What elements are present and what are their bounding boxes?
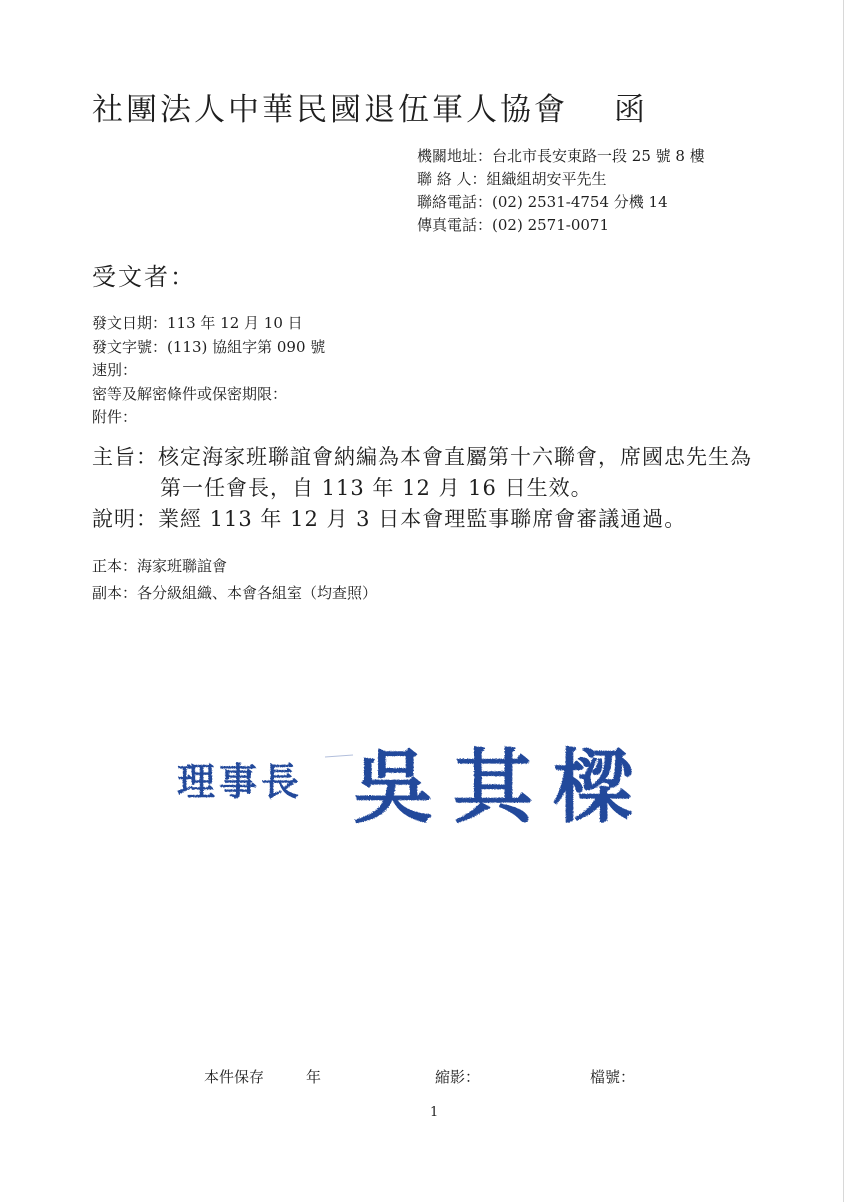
signature-stamp-graphic	[175, 745, 645, 840]
signature-ink-text	[177, 745, 645, 834]
subject-label: 主旨：	[92, 445, 158, 469]
attachment-label: 附件：	[92, 408, 138, 426]
reference-number-value: (113) 協組字第 090 號	[167, 337, 326, 356]
chairman-signature-stamp	[175, 745, 645, 840]
contact-person-label: 聯 絡 人：	[417, 170, 487, 188]
retention-label: 本件保存	[204, 1068, 265, 1086]
fax-row	[417, 214, 705, 237]
ink-mark	[325, 755, 353, 757]
file-number-label: 檔號：	[590, 1068, 636, 1086]
page-edge-line	[843, 0, 844, 1202]
original-copy-label: 正本：	[92, 557, 138, 575]
signature-title-text: 理事長	[177, 759, 304, 804]
subject-text-line1: 核定海家班聯誼會納編為本會直屬第十六聯會，席國忠先生為	[158, 445, 752, 469]
contact-block	[417, 145, 705, 237]
microfilm-label: 縮影：	[435, 1068, 481, 1086]
delivery-speed-label: 速別：	[92, 361, 138, 379]
issue-date-label: 發文日期：	[92, 314, 168, 332]
contact-person-value: 組織組胡安平先生	[486, 170, 607, 188]
organization-name: 社團法人中華民國退伍軍人協會	[92, 92, 568, 128]
subject-row	[92, 442, 752, 473]
explanation-label: 說明：	[92, 507, 158, 531]
original-copy-value: 海家班聯誼會	[137, 557, 228, 575]
issue-date-row	[92, 312, 325, 336]
distribution-block	[92, 553, 377, 607]
address-row	[417, 145, 705, 168]
recipient-label: 受文者：	[92, 263, 196, 291]
explanation-text: 業經 113 年 12 月 3 日本會理監事聯席會審議通過。	[158, 507, 687, 531]
page-number: 1	[430, 1105, 439, 1120]
duplicate-copy-label: 副本：	[92, 584, 138, 602]
original-copy-row	[92, 553, 377, 580]
contact-person-row	[417, 168, 705, 191]
explanation-row	[92, 504, 752, 535]
phone-value: (02) 2531-4754 分機 14	[492, 193, 668, 211]
document-type: 函	[614, 92, 648, 128]
phone-row	[417, 191, 705, 214]
phone-label: 聯絡電話：	[417, 193, 493, 211]
document-body	[92, 442, 752, 535]
fax-value: (02) 2571-0071	[492, 216, 609, 234]
issue-date-value: 113 年 12 月 10 日	[167, 314, 303, 332]
fax-label: 傳真電話：	[417, 216, 493, 234]
subject-text-line2: 第一任會長，自 113 年 12 月 16 日生效。	[160, 476, 593, 500]
address-value: 台北市長安東路一段 25 號 8 樓	[492, 147, 705, 165]
duplicate-copy-value: 各分級組織、本會各組室（均查照）	[137, 584, 378, 602]
document-meta	[92, 312, 325, 430]
document-header	[92, 84, 648, 129]
reference-number-row	[92, 336, 325, 360]
secrecy-label: 密等及解密條件或保密期限：	[92, 384, 288, 403]
address-label: 機關地址：	[417, 147, 493, 165]
duplicate-copy-row	[92, 580, 377, 607]
reference-number-label: 發文字號：	[92, 337, 168, 356]
retention-year-label: 年	[306, 1068, 322, 1086]
signature-name-text: 吳其樑	[353, 745, 645, 834]
